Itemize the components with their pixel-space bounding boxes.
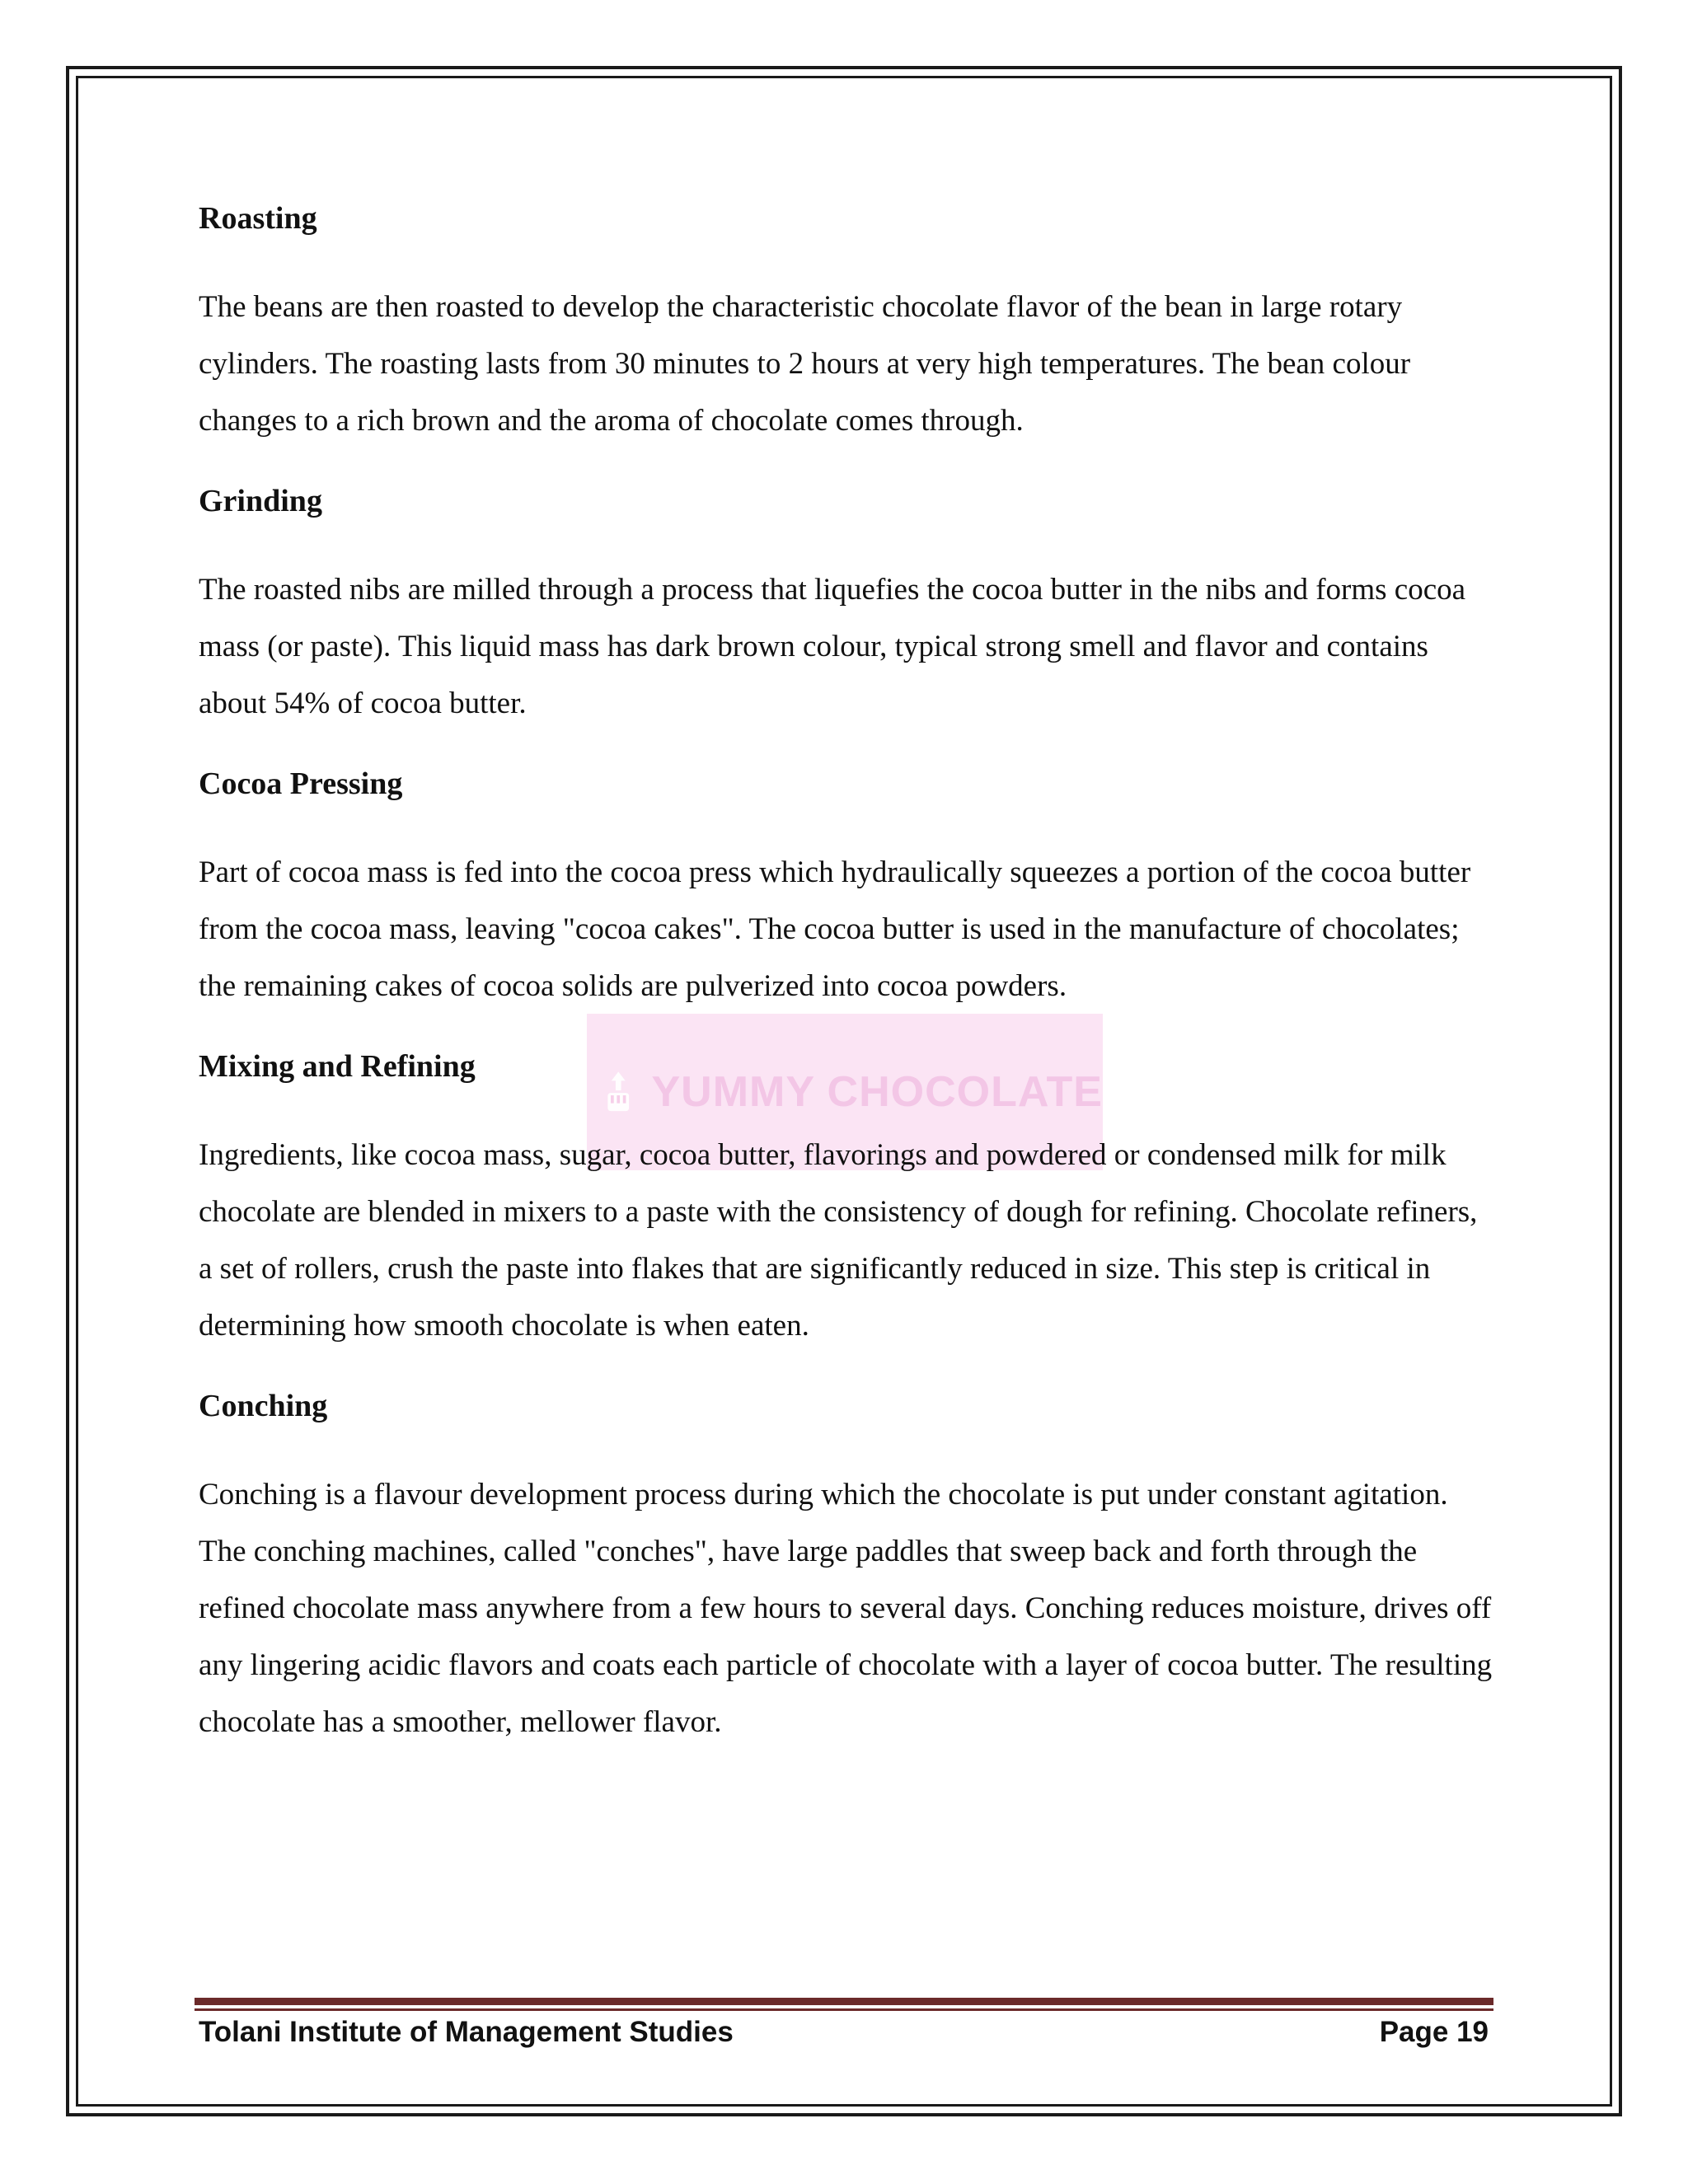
section-paragraph: Ingredients, like cocoa mass, sugar, cocoa butter, flavorings and powdered or condensed milk for milk chocolate are blended in mixers to a paste with the consistency of dough for refining. Chocolate refiners, a set of rollers, crush the paste into flakes that are significantly reduced in size. This step is critical in determining how smooth chocolate is when eaten. [199,1138,1478,1343]
section-heading: Conching [199,1389,328,1423]
watermark-text: YUMMY CHOCOLATE [651,1068,1103,1116]
section-heading: Cocoa Pressing [199,766,403,801]
page-number: Page 19 [1379,2016,1489,2048]
section-paragraph: Part of cocoa mass is fed into the cocoa press which hydraulically squeezes a portion of the cocoa butter from the cocoa mass, leaving "cocoa cakes". The cocoa butter is used in the manufacture of chocolates; the remaining cakes of cocoa solids are pulverized into cocoa powders. [199,855,1471,1003]
footer-rule [195,1998,1493,2005]
section-heading: Roasting [199,201,317,236]
footer-institution: Tolani Institute of Management Studies [199,2016,734,2048]
section-paragraph: Conching is a flavour development process during which the chocolate is put under constant agitation. The conching machines, called "conches", have large paddles that sweep back and forth through the refined chocolate mass anywhere from a few hours to several days. Conching reduces moisture, drives off any lingering acidic flavors and coats each particle of chocolate with a layer of cocoa butter. The resulting chocolate has a smoother, mellower flavor. [199,1478,1493,1739]
section-paragraph: The beans are then roasted to develop the characteristic chocolate flavor of the bean in large rotary cylinders. The roasting lasts from 30 minutes to 2 hours at very high temperatures. The bean colour changes to a rich brown and the aroma of chocolate comes through. [199,290,1411,438]
section-heading: Mixing and Refining [199,1049,476,1084]
section-cocoa-pressing [199,760,1493,1015]
section-heading: Grinding [199,484,322,518]
section-grinding [199,477,1493,732]
page-content [199,194,1493,1779]
section-roasting [199,194,1493,449]
section-paragraph: The roasted nibs are milled through a process that liquefies the cocoa butter in the nibs and forms cocoa mass (or paste). This liquid mass has dark brown colour, typical strong smell and flavor and contains about 54% of cocoa butter. [199,573,1466,720]
section-mixing-and-refining [199,1043,1493,1354]
section-conching [199,1382,1493,1750]
